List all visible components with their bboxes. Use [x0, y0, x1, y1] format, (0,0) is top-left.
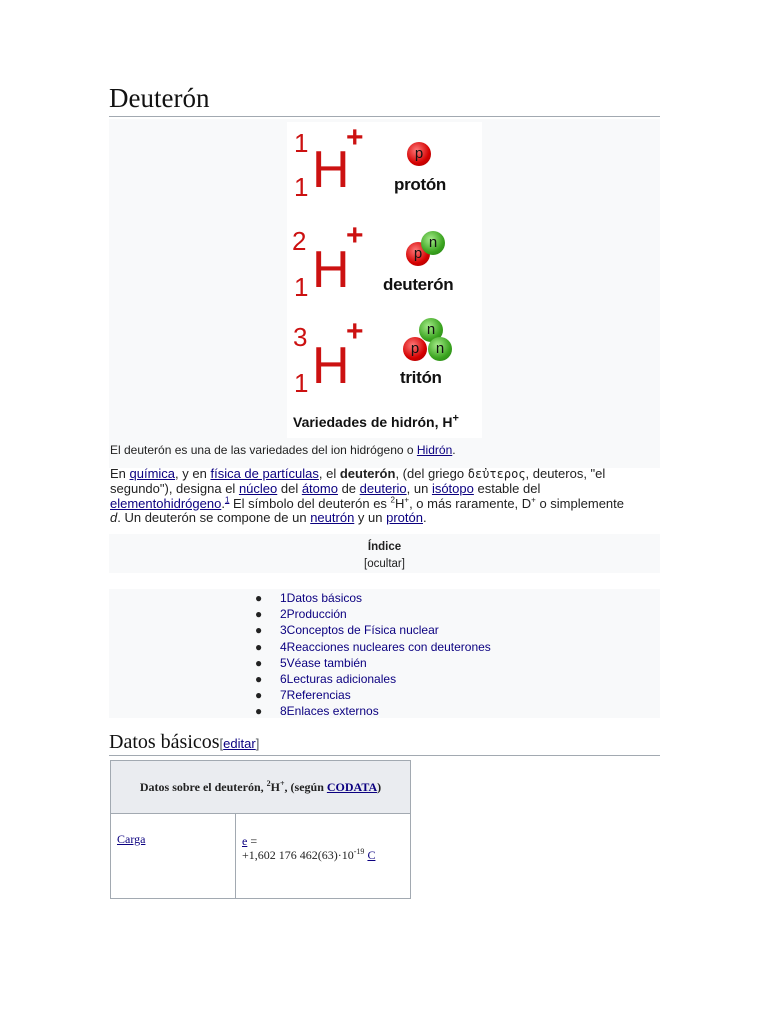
atomic-number: 1 [294, 272, 309, 302]
neutron-ball: n [419, 318, 443, 342]
neutron-ball: n [421, 231, 445, 255]
mass-number: 3 [293, 322, 308, 352]
text: , (del griego [395, 466, 468, 481]
toc-item[interactable] [109, 704, 660, 720]
coulomb-link[interactable]: C [367, 848, 376, 862]
exponent: -19 [353, 847, 365, 856]
bracket: ] [255, 736, 260, 751]
proton-link[interactable]: protón [386, 510, 423, 526]
toc-item-label[interactable]: 6Lecturas adicionales [280, 671, 397, 686]
edit-link[interactable]: editar [223, 736, 256, 751]
text: . [221, 495, 225, 511]
superscript: + [531, 495, 536, 505]
bullet: ● [255, 655, 263, 670]
header-text: , (según [284, 779, 327, 794]
element-symbol: H [312, 337, 350, 395]
charge-sign: + [346, 121, 364, 154]
particle-label: tritón [400, 368, 442, 387]
proton-ball: p [403, 337, 427, 361]
toc-item[interactable] [109, 672, 660, 688]
superscript: 2 [266, 778, 271, 788]
text: , un [406, 480, 432, 496]
text: H [395, 495, 405, 511]
superscript: + [279, 778, 285, 788]
bullet: ● [255, 591, 263, 605]
toc-item-label[interactable]: 7Referencias [280, 688, 351, 703]
element-symbol: H [312, 141, 350, 199]
toc-item[interactable] [109, 688, 660, 704]
text: . Un deuterón se compone de un [117, 510, 311, 526]
toc-header [109, 534, 660, 573]
toc-item-label[interactable]: 5Véase también [280, 655, 367, 670]
table-header-row [111, 761, 411, 814]
section-edit [220, 736, 260, 751]
intro-paragraph [110, 467, 630, 526]
quimica-link[interactable]: química [129, 466, 176, 481]
text: , y en [175, 466, 211, 481]
proton-ball: p [406, 242, 430, 266]
toc-hide-toggle[interactable]: [ocultar] [364, 558, 405, 570]
figure-caption [293, 414, 459, 430]
table-cell-label [111, 814, 236, 899]
toc-item[interactable] [109, 591, 660, 607]
section-heading-datos-basicos [109, 731, 259, 754]
table-cell-value [236, 814, 411, 899]
toc-item-label[interactable]: 2Producción [280, 607, 347, 622]
text: y un [354, 510, 387, 526]
text: de [337, 480, 360, 496]
italic-symbol: d [110, 510, 118, 526]
atomic-number: 1 [294, 172, 309, 202]
text: , el [318, 466, 340, 481]
text: o simplemente [535, 495, 624, 511]
element-symbol: H [312, 241, 350, 299]
particle-label: deuterón [383, 275, 454, 294]
particle-label: protón [394, 175, 447, 194]
bullet: ● [255, 671, 263, 686]
bullet: ● [255, 704, 263, 719]
greek-term: δεὐτερος [467, 467, 526, 481]
page-title: Deuterón [109, 83, 210, 113]
fisica-particulas-link[interactable]: física de partículas [210, 466, 319, 481]
header-text: ) [377, 779, 382, 794]
bold-term: deuterón [339, 466, 396, 481]
atomo-link[interactable]: átomo [301, 480, 338, 496]
mass-number: 1 [294, 128, 309, 158]
isotopo-link[interactable]: isótopo [431, 480, 474, 496]
figure-caption-sup: + [452, 412, 459, 425]
reference-link[interactable]: 1 [224, 495, 230, 505]
figure-row-proton [287, 122, 482, 207]
mass-number: 2 [292, 226, 307, 256]
text: estable del [473, 480, 541, 496]
caption-text: El deuterón es una de las variedades del ion hidrógeno o [110, 443, 417, 457]
figure-caption-text: Variedades de hidrón, H [293, 414, 453, 430]
charge-sign: + [346, 219, 364, 252]
toc-title: Índice [367, 541, 402, 553]
value-text: = [247, 834, 258, 848]
toc-list [109, 589, 660, 718]
neutron-link[interactable]: neutrón [310, 510, 355, 526]
neutron-ball: n [428, 337, 452, 361]
bullet: ● [255, 623, 263, 638]
e-link[interactable]: e [242, 834, 248, 848]
bullet: ● [255, 688, 263, 703]
table-header [111, 761, 411, 814]
toc-item[interactable] [109, 623, 660, 639]
infobox-caption [110, 443, 456, 457]
section-divider [109, 755, 660, 756]
header-text: H [270, 779, 280, 794]
superscript: 2 [390, 495, 395, 505]
figure-row-triton [287, 316, 482, 401]
text: . [422, 510, 427, 526]
text: , deuteros, "el segundo"), designa el [110, 466, 606, 496]
text: del [277, 480, 302, 496]
toc-item-label[interactable]: 3Conceptos de Física nuclear [280, 623, 439, 638]
hydron-varieties-figure[interactable] [287, 122, 482, 438]
header-text: Datos sobre el deuterón, [139, 779, 267, 794]
toc-item-label[interactable]: 1Datos básicos [280, 591, 363, 605]
bullet: ● [255, 607, 263, 622]
toc-item-label[interactable]: 4Reacciones nucleares con deuterones [280, 639, 491, 654]
value-text: +1,602 176 462(63)·10 [242, 848, 354, 862]
elemento-hidrogeno-link[interactable]: elementohidrógeno [110, 495, 222, 511]
toc-item[interactable] [109, 640, 660, 656]
deuterio-link[interactable]: deuterio [359, 480, 407, 496]
hidron-link[interactable]: Hidrón [416, 443, 453, 457]
nucleo-link[interactable]: núcleo [238, 480, 278, 496]
codata-link[interactable]: CODATA [326, 779, 378, 794]
carga-link[interactable]: Carga [117, 832, 146, 846]
bracket: [ [219, 736, 224, 751]
toc-item[interactable] [109, 607, 660, 623]
text: , o más raramente, D [409, 495, 532, 511]
title-divider [109, 116, 660, 117]
text: El símbolo del deuterón es [229, 495, 391, 511]
section-title: Datos básicos [109, 731, 220, 753]
figure-row-deuteron [287, 220, 482, 305]
text: En [110, 466, 130, 481]
charge-sign: + [346, 315, 364, 348]
superscript: + [404, 495, 410, 505]
table-row [111, 814, 411, 899]
deuteron-data-table [110, 760, 411, 899]
bullet: ● [255, 639, 263, 654]
toc-item-label[interactable]: 8Enlaces externos [280, 704, 379, 719]
atomic-number: 1 [294, 368, 309, 398]
caption-end: . [452, 443, 456, 457]
proton-ball: p [407, 142, 431, 166]
toc-item[interactable] [109, 656, 660, 672]
